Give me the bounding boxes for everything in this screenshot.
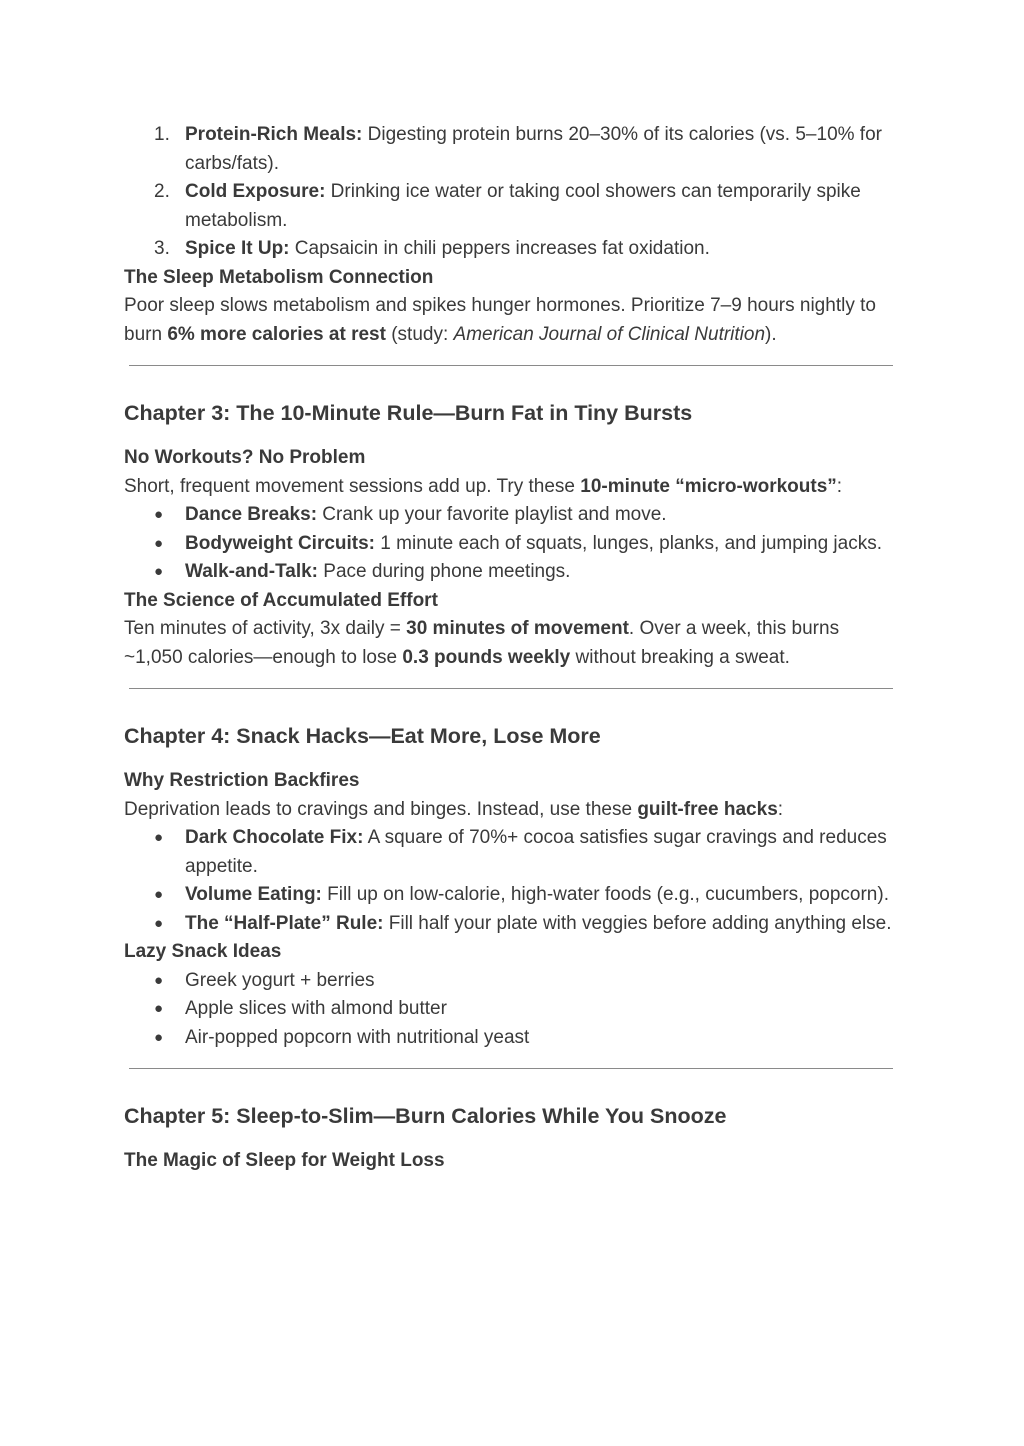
horizontal-rule [129, 365, 893, 366]
bullet-icon: ● [154, 1000, 164, 1017]
paragraph-emphasis: 6% more calories at rest [167, 323, 386, 345]
list-item [124, 121, 894, 178]
chapter-heading: Chapter 4: Snack Hacks—Eat More, Lose More [124, 724, 601, 748]
paragraph-text: Deprivation leads to cravings and binges. Instead, use these [124, 798, 638, 820]
list-item [124, 235, 894, 264]
paragraph [124, 615, 894, 672]
list-item-term: Dark Chocolate Fix: [185, 827, 364, 848]
section-subheading: Why Restriction Backfires [124, 770, 360, 791]
section-subheading: The Magic of Sleep for Weight Loss [124, 1150, 445, 1171]
bullet-icon: ● [154, 914, 164, 932]
micro-workouts-list [124, 501, 894, 587]
section-subheading: Lazy Snack Ideas [124, 941, 282, 962]
bullet-icon: ● [154, 563, 164, 580]
paragraph-text: : [836, 475, 843, 497]
metabolism-tips-list [124, 121, 894, 264]
bullet-icon: ● [154, 506, 164, 523]
list-item [124, 881, 894, 910]
list-item-text: Apple slices with almond butter [185, 998, 447, 1019]
list-item-term: Spice It Up: [185, 238, 290, 259]
paragraph-emphasis: guilt-free hacks [637, 798, 778, 820]
paragraph-emphasis: 30 minutes of movement [406, 618, 629, 639]
paragraph [124, 796, 894, 825]
section-subheading: The Sleep Metabolism Connection [124, 266, 434, 288]
list-item [124, 530, 894, 559]
document-page [124, 121, 894, 1176]
list-item [124, 967, 894, 996]
list-item [124, 995, 894, 1024]
paragraph [124, 473, 894, 502]
list-item-text: A square of 70%+ cocoa satisfies sugar cravings and reduces appetite. [185, 827, 887, 877]
section-subheading: No Workouts? No Problem [124, 447, 366, 468]
paragraph-text: ). [765, 323, 777, 345]
paragraph-text: . Over a week, this burns ~1,050 calories—enough to lose [124, 618, 840, 668]
list-item [124, 178, 894, 235]
list-item [124, 558, 894, 587]
list-item-text: Pace during phone meetings. [318, 561, 571, 582]
list-number: 1. [154, 124, 170, 145]
paragraph-text: : [777, 798, 784, 820]
paragraph [124, 292, 894, 349]
list-item-term: Bodyweight Circuits: [185, 532, 376, 554]
snack-hacks-list [124, 824, 894, 938]
section-subheading: The Science of Accumulated Effort [124, 589, 438, 611]
list-item-text: Capsaicin in chili peppers increases fat oxidation. [289, 238, 710, 259]
citation: American Journal of Clinical Nutrition [453, 323, 766, 345]
paragraph-emphasis: 10-minute “micro-workouts” [580, 475, 837, 497]
paragraph-text: Poor sleep slows metabolism and spikes hunger hormones. Prioritize 7–9 hours nightly to burn [124, 295, 876, 345]
list-item-text: Drinking ice water or taking cool showers can temporarily spike metabolism. [185, 181, 861, 231]
list-item-term: The “Half-Plate” Rule: [185, 912, 384, 934]
list-item-text: Fill up on low-calorie, high-water foods (e.g., cucumbers, popcorn). [321, 884, 889, 905]
chapter-heading: Chapter 3: The 10-Minute Rule—Burn Fat in Tiny Bursts [124, 401, 693, 425]
horizontal-rule [129, 688, 893, 689]
paragraph-text: without breaking a sweat. [570, 646, 790, 668]
chapter-heading: Chapter 5: Sleep-to-Slim—Burn Calories While You Snooze [124, 1104, 727, 1128]
list-item-term: Protein-Rich Meals: [185, 124, 363, 145]
list-item-text: Air-popped popcorn with nutritional yeast [185, 1026, 530, 1048]
list-item [124, 501, 894, 530]
list-item [124, 824, 894, 881]
snack-ideas-list [124, 967, 894, 1053]
bullet-icon: ● [154, 534, 164, 552]
paragraph-text: Ten minutes of activity, 3x daily = [124, 618, 407, 639]
list-item [124, 910, 894, 939]
list-item-text: 1 minute each of squats, lunges, planks, and jumping jacks. [375, 532, 882, 554]
bullet-icon: ● [154, 971, 164, 989]
bullet-icon: ● [154, 829, 164, 846]
paragraph-emphasis: 0.3 pounds weekly [402, 646, 571, 668]
list-item-term: Volume Eating: [185, 884, 322, 905]
bullet-icon: ● [154, 886, 164, 903]
bullet-icon: ● [154, 1028, 164, 1046]
list-item-text: Fill half your plate with veggies before adding anything else. [383, 912, 892, 934]
list-item-text: Greek yogurt + berries [185, 969, 375, 991]
paragraph-text: Short, frequent movement sessions add up. Try these [124, 475, 581, 497]
list-number: 3. [154, 238, 170, 259]
list-item-text: Digesting protein burns 20–30% of its calories (vs. 5–10% for carbs/fats). [185, 124, 882, 174]
list-item-term: Dance Breaks: [185, 504, 318, 525]
list-item-term: Cold Exposure: [185, 181, 326, 202]
list-item-term: Walk-and-Talk: [185, 561, 319, 582]
list-number: 2. [154, 181, 170, 202]
list-item-text: Crank up your favorite playlist and move. [317, 504, 667, 525]
paragraph-text: (study: [385, 323, 454, 345]
list-item [124, 1024, 894, 1053]
horizontal-rule [129, 1068, 893, 1069]
